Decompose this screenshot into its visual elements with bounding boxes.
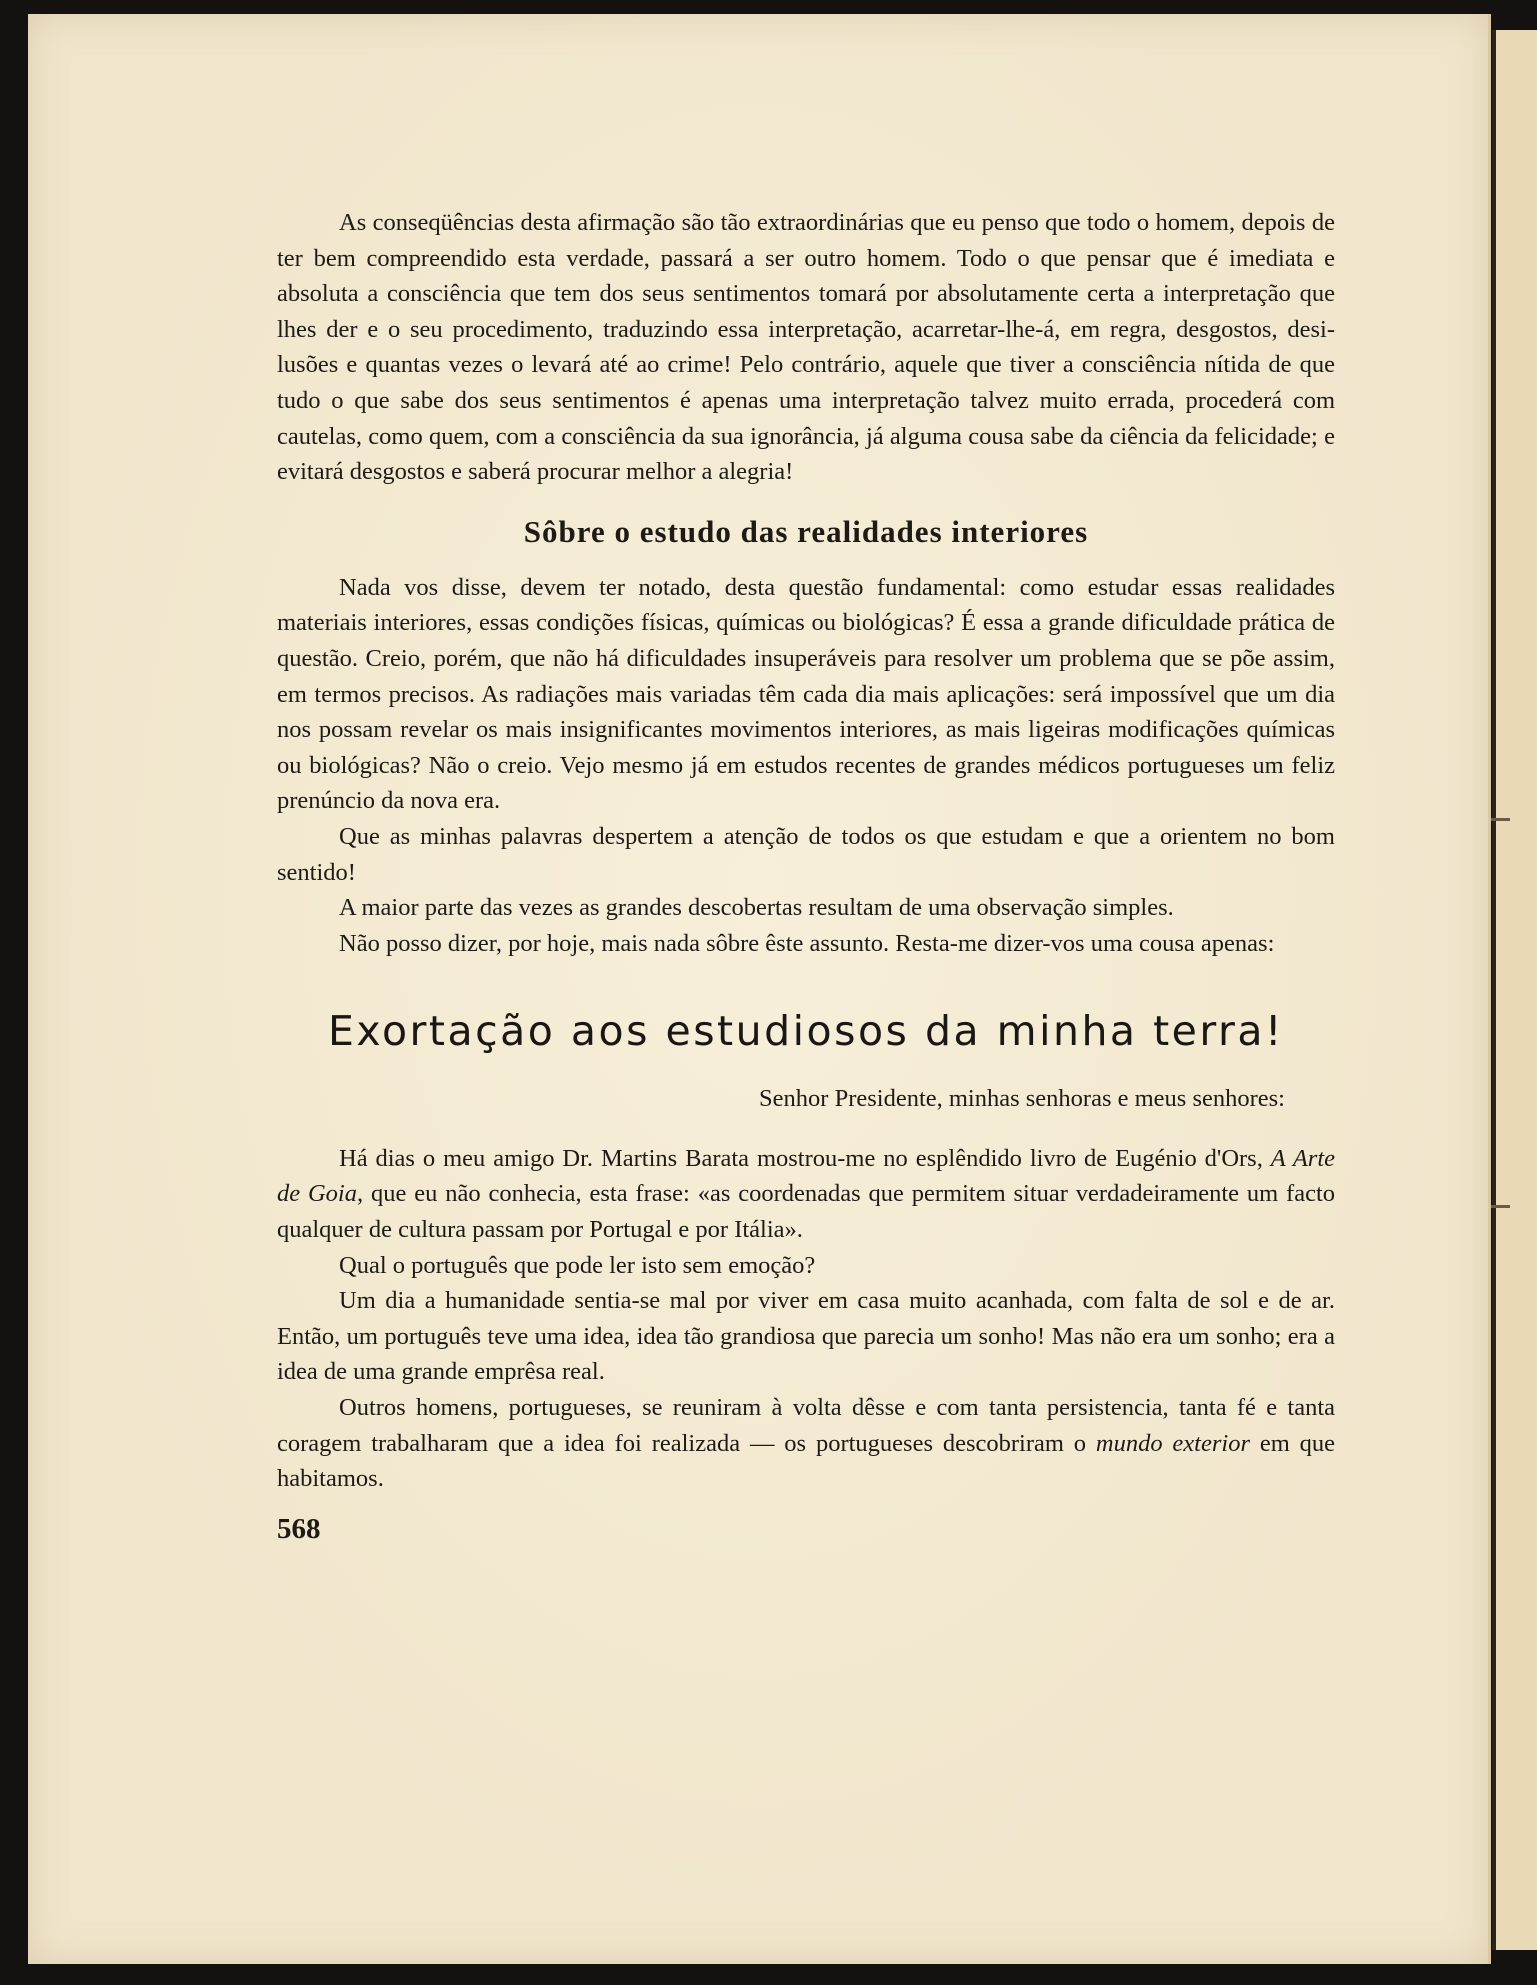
book-title: A Arte de Goia <box>277 1144 1335 1208</box>
text-run: , que eu não conhecia, esta frase: «as coordenadas que permitem situar verdadeiramente um facto qualquer de cultura passam por Portugal e por Itália». <box>277 1180 1336 1244</box>
emphasis-text: mundo exterior <box>1095 1429 1250 1457</box>
salutation: Senhor Presidente, minhas senhoras e meus senhores: <box>759 1085 1285 1113</box>
page-content <box>277 205 1335 1547</box>
text-run: Há dias o meu amigo Dr. Martins Barata mostrou-me no esplêndido livro de Eugénio d'Ors, <box>339 1144 1271 1172</box>
text-run: em que habitamos. <box>277 1429 1335 1493</box>
exhortation-paragraph: Um dia a humanidade sentia-se mal por viver em casa muito acanhada, com falta de sol e de ar. Então, um português teve uma idea, idea tão grandiosa que parecia um sonho! Mas não era um sonho; era a idea de uma grande emprêsa real. <box>277 1287 1335 1386</box>
facing-page-edge <box>1492 30 1537 1950</box>
section-paragraph: Não posso dizer, por hoje, mais nada sôbre êste assunto. Resta-me dizer-vos uma cousa apenas: <box>339 929 1275 957</box>
page-number: 568 <box>277 1512 321 1545</box>
exhortation-paragraph <box>277 1141 1335 1248</box>
exhortation-paragraph <box>277 1390 1335 1497</box>
section-paragraph: Nada vos disse, devem ter notado, desta questão fundamental: como estudar essas realidades materiais interiores, essas condições físicas, químicas ou biológicas? É essa a grande dificuldade prática de questão. Creio, porém, que não há dificuldades insuperáveis para resolver um problema que se põe assim, em termos precisos. As radiações mais variadas têm cada dia mais aplicações: será impossível que um dia nos possam revelar os mais insignificantes movimentos interiores, as mais ligeiras modificações químicas ou biológicas? Não o creio. Vejo mesmo já em estudos recentes de grandes médicos portugueses um feliz prenúncio da nova era. <box>277 573 1335 815</box>
exhortation-heading: Exortação aos estudiosos da minha terra! <box>328 1007 1284 1056</box>
section-heading: Sôbre o estudo das realidades interiores <box>523 513 1089 549</box>
exhortation-paragraph: Qual o português que pode ler isto sem emoção? <box>339 1251 816 1279</box>
section-paragraph: Que as minhas palavras despertem a atenção de todos os que estudam e que a orientem no bom sentido! <box>277 822 1335 886</box>
section-paragraph: A maior parte das vezes as grandes descobertas resultam de uma observação simples. <box>339 894 1174 922</box>
intro-paragraph: As conseqüências desta afirmação são tão extraordinárias que eu penso que todo o homem, depois de ter bem compreendido esta verdade, passará a ser outro homem. Todo o que pensar que é imediata e absoluta a consciência que tem dos seus sentimentos tomará por absolutamente certa a interpretação que lhes der e o seu procedimento, traduzindo essa interpretação, acarretar-lhe-á, em regra, desgostos, desilusões e quantas vezes o levará até ao crime! Pelo contrário, aquele que tiver a consciência nítida de que tudo o que sabe dos seus sentimentos é apenas uma interpretação talvez muito errada, procederá com cautelas, como quem, com a consciência da sua ignorância, já alguma cousa sabe da ciência da felicidade; e evitará desgostos e saberá procurar melhor a alegria! <box>277 209 1335 486</box>
text-run: Outros homens, portugueses, se reuniram à volta dêsse e com tanta persistencia, tanta fé e tanta coragem trabalharam que a idea foi realizada — os portugueses descobriram o <box>277 1394 1335 1457</box>
